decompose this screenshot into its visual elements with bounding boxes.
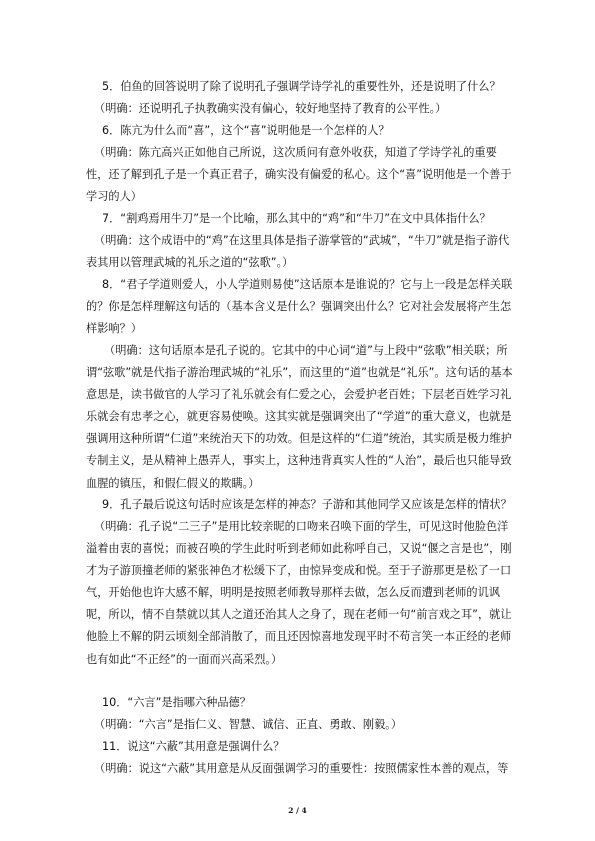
- answer-10: （明确：“六言”是指仁义、智慧、诚信、正直、勇敢、刚毅。）: [94, 718, 403, 731]
- question-8: 8．“君子学道则爱人，小人学道则易使”这话原本是谁说的？它与上一段是怎样关联的？你是怎样理解这句话的（基本含义是什么？强调突出什么？它对社会发展将产生怎样影响？）: [86, 278, 513, 336]
- answer-11: （明确：说这“六蔽”其用意是从反面强调学习的重要性：按照儒家性本善的观点，等: [94, 762, 509, 775]
- question-11: 11．说这“六蔽”其用意是强调什么？: [102, 740, 285, 753]
- answer-6: （明确：陈亢高兴正如他自己所说，这次质问有意外收获，知道了学诗学礼的重要性，还了解到孔子是一个真正君子，确实没有偏爱的私心。这个“喜”说明他是一个善于学习的人）: [86, 146, 512, 204]
- question-9: 9．孔子最后说这句话时应该是怎样的神态？子游和其他同学又应该是怎样的情状？: [102, 498, 512, 511]
- answer-5: （明确：还说明孔子执教确实没有偏心，较好地坚持了教育的公平性。）: [94, 102, 447, 115]
- answer-9: （明确：孔子说“二三子”是用比较亲昵的口吻来召唤下面的学生，可见这时他脸色洋溢着由衷的喜悦；而被召唤的学生此时听到老师如此称呼自己，又说“偃之言是也”，刚才为子游顶撞老师的紧张神色才松缓下了，由惊异变成和悦。至于子游那更是松了一口气，开始他也许大感不解，明明是按照老师教导那样去做，怎么反而遭到老师的讥讽呢，所以，情不自禁就以其人之道还治其人之身了，现在老师一句“前言戏之耳”，就让他脸上不解的阴云顷刻全部消散了，而且还因惊喜地发现平时不苟言笑一本正经的老师也有如此“不正经”的一面而兴高采烈。）: [86, 520, 512, 666]
- question-10: 10．“六言”是指哪六种品德？: [102, 696, 251, 709]
- question-5: 5．伯鱼的回答说明了除了说明孔子强调学诗学礼的重要性外，还是说明了什么？: [102, 80, 501, 93]
- answer-8: （明确：这句话原本是孔子说的。它其中的中心词“道”与上段中“弦歌”相关联；所谓“弦歌”就是代指子游治理武城的“礼乐”，而这里的“道”也就是“礼乐”。这句话的基本意思是，读书做官的人学习了礼乐就会有仁爱之心，会爱护老百姓；下层老百姓学习礼乐就会有忠孝之心，就更容易使唤。这其实就是强调突出了“学道”的重大意义，也就是强调用这种所谓“仁道”来统治天下的功效。但是这样的“仁道”统治，其实质是极力维护专制主义，是从精神上愚弄人，事实上，这种违背真实人性的“人治”，最后也只能导致血腥的镇压，和假仁假义的欺瞒。）: [86, 344, 513, 490]
- question-6: 6．陈亢为什么而“喜”，这个“喜”说明他是一个怎样的人？: [102, 124, 390, 137]
- answer-7: （明确：这个成语中的“鸡”在这里具体是指子游掌管的“武城”，“牛刀”就是指子游代表其用以管理武城的礼乐之道的“弦歌”。）: [86, 234, 510, 270]
- question-7: 7．“割鸡焉用牛刀”是一个比喻，那么其中的“鸡”和“牛刀”在文中具体指什么？: [102, 212, 491, 225]
- page-number: 2 / 4: [288, 806, 307, 815]
